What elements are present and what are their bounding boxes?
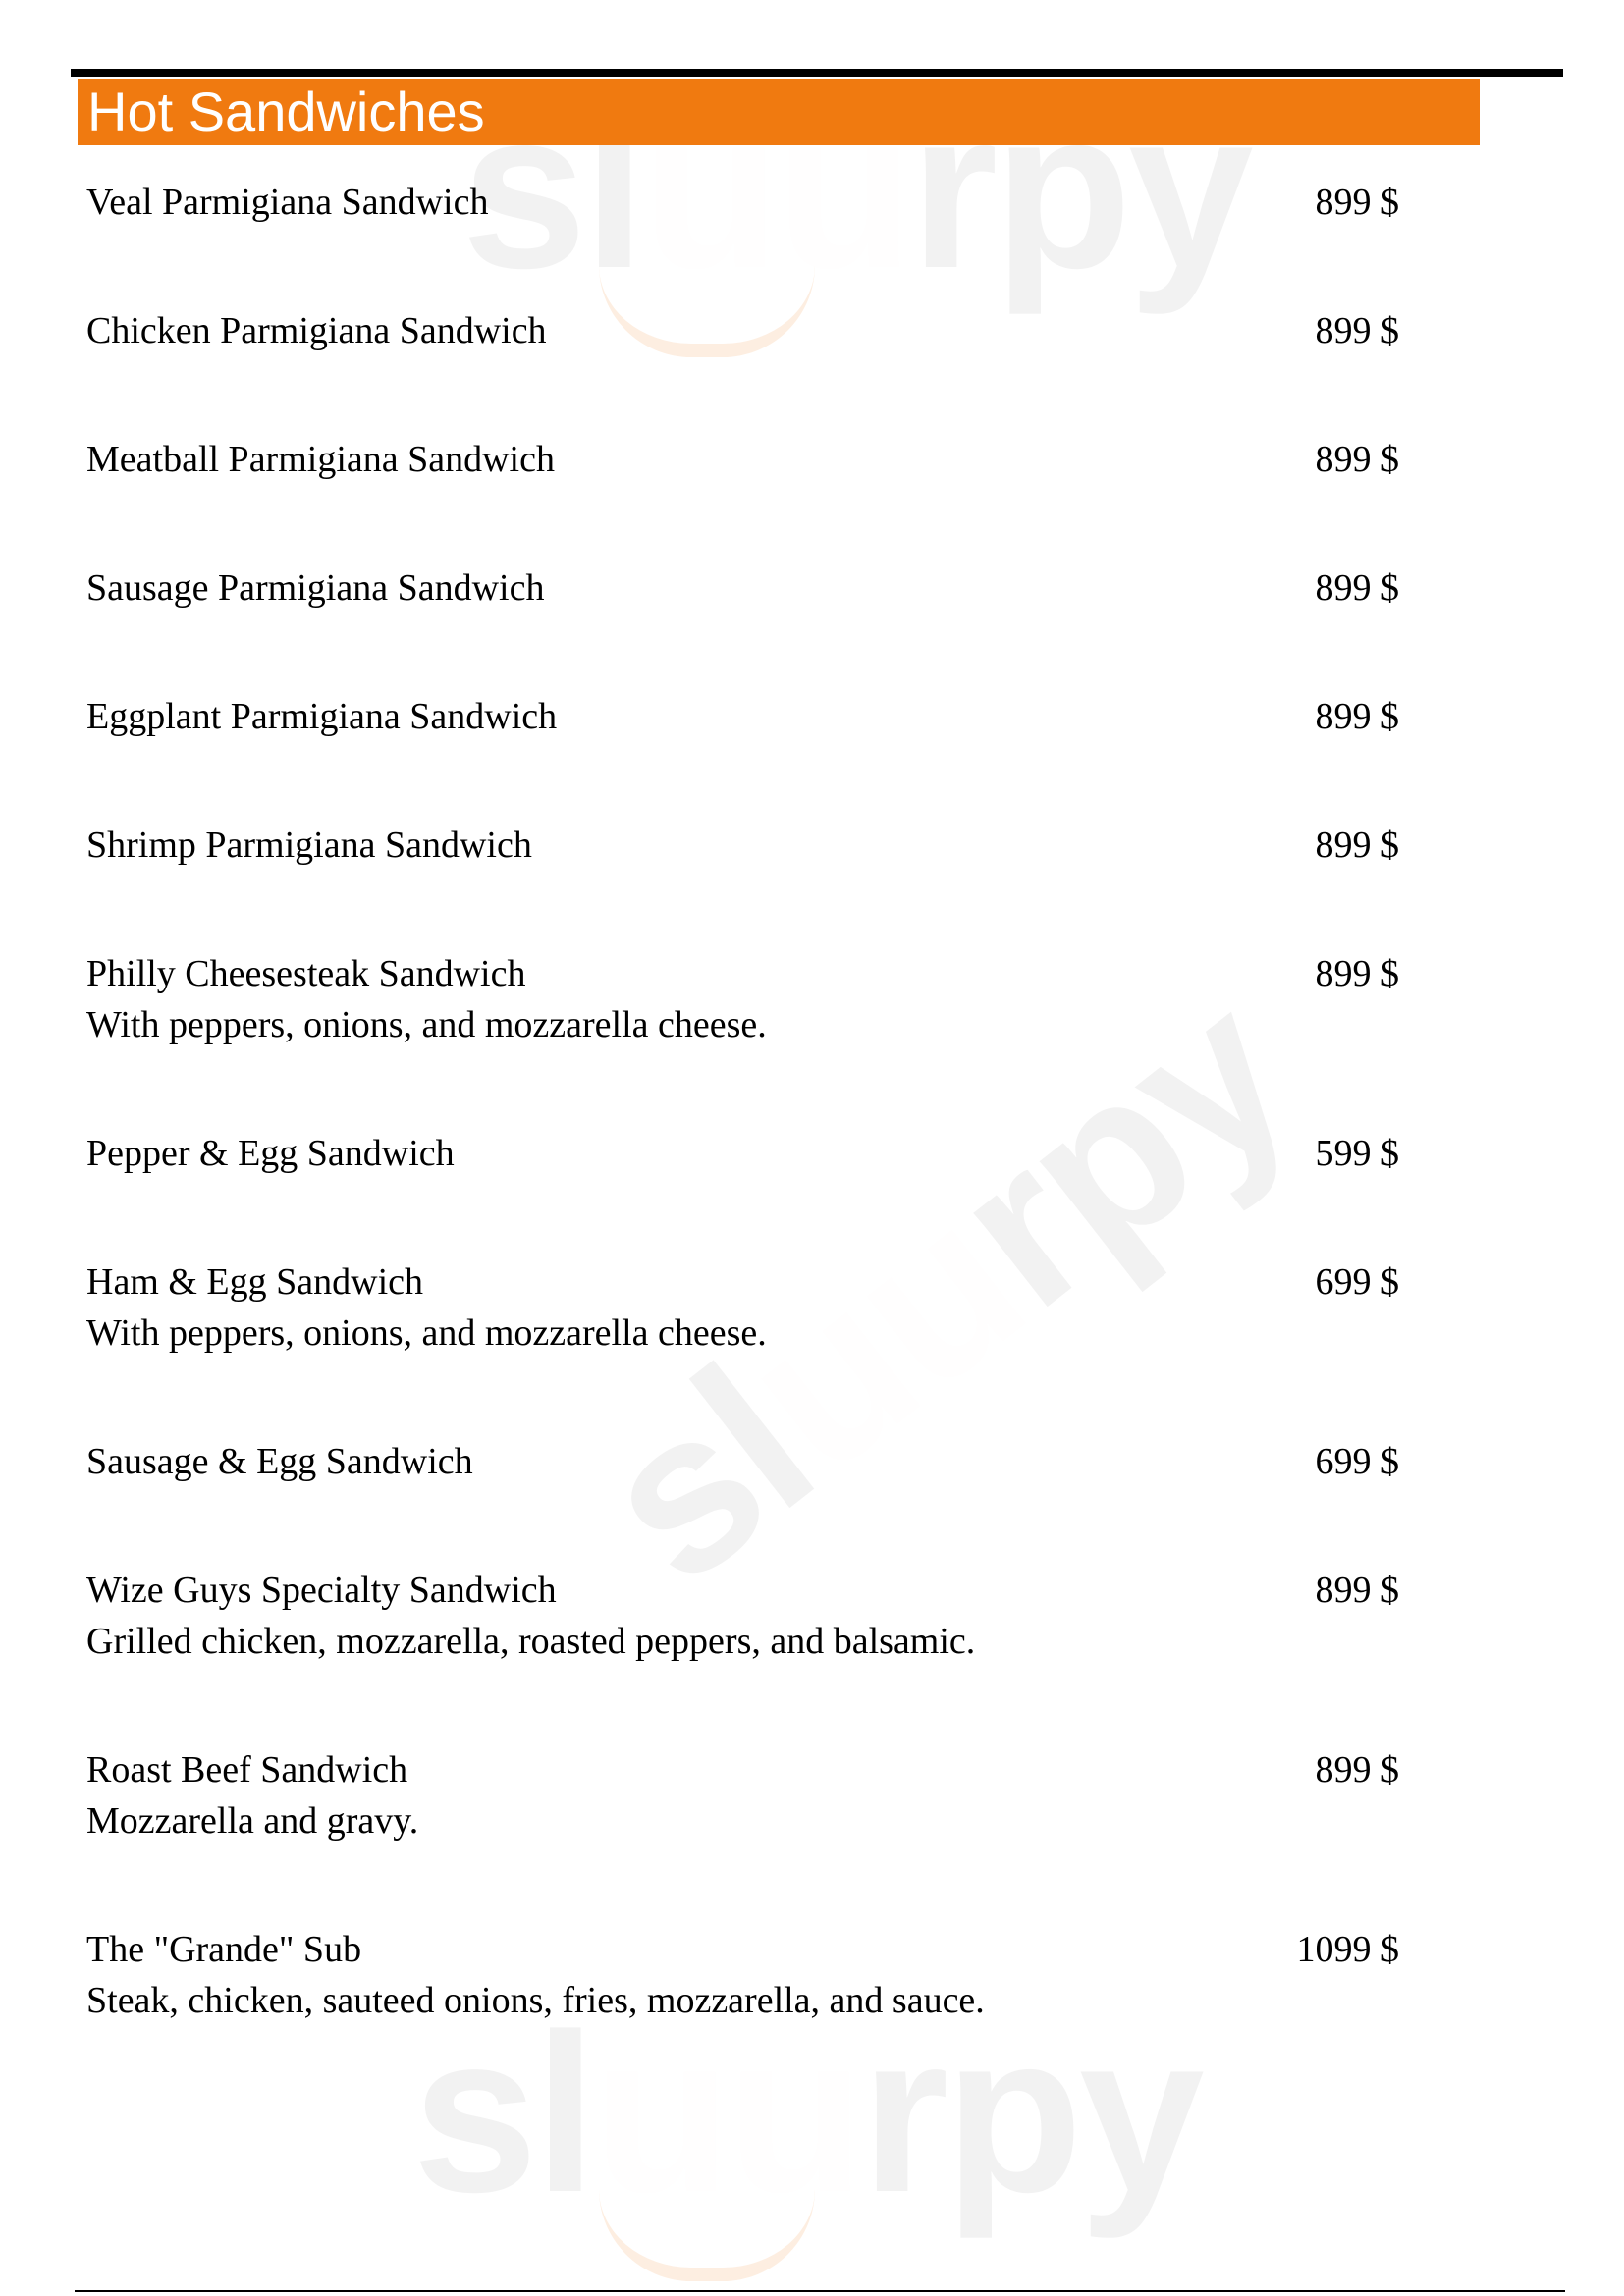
section-title: Hot Sandwiches (87, 80, 485, 142)
menu-item-name: Wize Guys Specialty Sandwich (86, 1570, 557, 1611)
menu-item-price: 599 $ (1315, 1133, 1399, 1174)
menu-item-name: The "Grande" Sub (86, 1929, 362, 1970)
menu-item-price: 699 $ (1315, 1261, 1399, 1303)
menu-item-price: 899 $ (1315, 182, 1399, 223)
watermark-logo-rotated: slrpy (555, 946, 1332, 1630)
menu-item-price: 899 $ (1315, 825, 1399, 866)
menu-item-price: 899 $ (1315, 953, 1399, 994)
menu-item-name: Roast Beef Sandwich (86, 1749, 408, 1790)
menu-item-price: 899 $ (1315, 1749, 1399, 1790)
menu-item-price: 899 $ (1315, 696, 1399, 737)
menu-item-description: Steak, chicken, sauteed onions, fries, mozzarella, and sauce. (86, 1980, 985, 2021)
menu-item-name: Veal Parmigiana Sandwich (86, 182, 489, 223)
menu-item-description: Grilled chicken, mozzarella, roasted peppers, and balsamic. (86, 1621, 976, 1662)
menu-item-name: Sausage Parmigiana Sandwich (86, 567, 545, 609)
watermark-logo-bottom: sl rpy (412, 1987, 1201, 2239)
watermark-logo: sl rpy (461, 63, 1250, 315)
menu-item-name: Ham & Egg Sandwich (86, 1261, 424, 1303)
menu-item-name: Meatball Parmigiana Sandwich (86, 439, 555, 480)
menu-item-price: 699 $ (1315, 1441, 1399, 1482)
menu-item-name: Eggplant Parmigiana Sandwich (86, 696, 558, 737)
menu-item-name: Pepper & Egg Sandwich (86, 1133, 455, 1174)
menu-item-name: Shrimp Parmigiana Sandwich (86, 825, 532, 866)
menu-item-description: With peppers, onions, and mozzarella cheese. (86, 1004, 767, 1045)
menu-item-description: Mozzarella and gravy. (86, 1800, 419, 1842)
menu-item-name: Chicken Parmigiana Sandwich (86, 310, 547, 351)
menu-item-price: 899 $ (1315, 1570, 1399, 1611)
menu-item-price: 899 $ (1315, 567, 1399, 609)
menu-item-price: 899 $ (1315, 439, 1399, 480)
menu-item-name: Sausage & Egg Sandwich (86, 1441, 473, 1482)
menu-item-price: 899 $ (1315, 310, 1399, 351)
menu-item-description: With peppers, onions, and mozzarella cheese. (86, 1312, 767, 1354)
menu-item-name: Philly Cheesesteak Sandwich (86, 953, 526, 994)
menu-item-price: 1099 $ (1296, 1929, 1399, 1970)
